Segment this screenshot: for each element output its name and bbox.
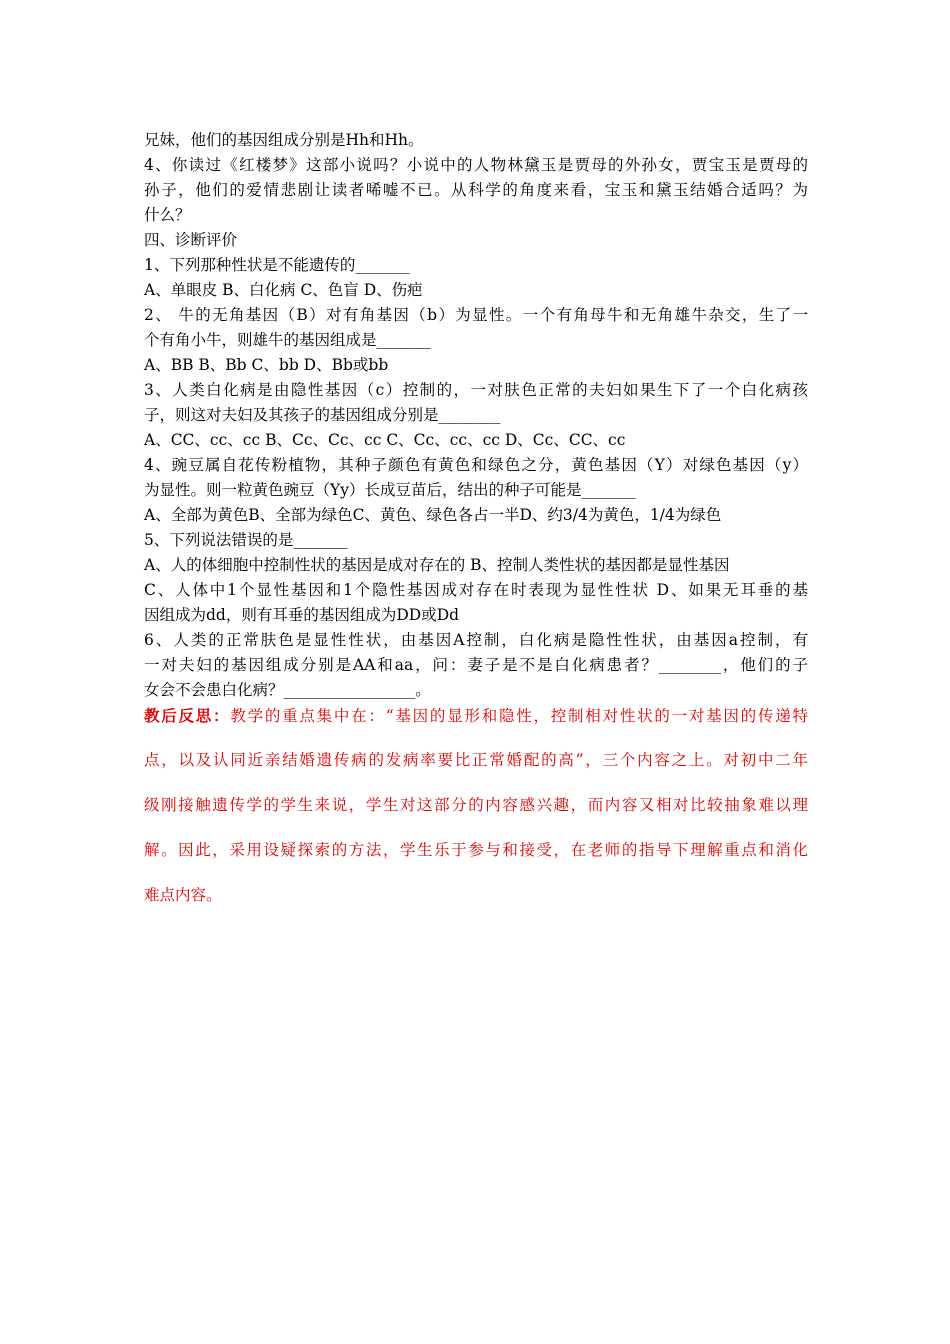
reflection-line: 点，以及认同近亲结婚遗传病的发病率要比正常婚配的高”，三个内容之上。对初中二年 <box>144 751 808 769</box>
quiz-5-options-line-1: A、人的体细胞中控制性状的基因是成对存在的 B、控制人类性状的基因都是显性基因 <box>144 556 730 574</box>
reflection-line: 难点内容。 <box>144 886 222 904</box>
quiz-1-options: A、单眼皮 B、白化病 C、色盲 D、伤疤 <box>144 281 423 299</box>
quiz-6-question-line-2: 一对夫妇的基因组成分别是AA和aa，问：妻子是不是白化病患者？________，他们的子 <box>144 656 808 674</box>
quiz-2-options: A、BB B、Bb C、bb D、Bb或bb <box>144 356 389 374</box>
reflection-line: 解。因此，采用设疑探索的方法，学生乐于参与和接受，在老师的指导下理解重点和消化 <box>144 841 808 859</box>
quiz-5-options-line-3: 因组成为dd，则有耳垂的基因组成为DD或Dd <box>144 606 460 624</box>
reflection-text: 教学的重点集中在：“基因的显形和隐性，控制相对性状的一对基因的传递特 <box>230 707 808 725</box>
document-page <box>144 128 808 908</box>
section-heading: 四、诊断评价 <box>144 231 238 249</box>
question-4-line-1: 4、你读过《红楼梦》这部小说吗？小说中的人物林黛玉是贾母的外孙女，贾宝玉是贾母的 <box>144 156 808 174</box>
quiz-4-options: A、全部为黄色B、全部为绿色C、黄色、绿色各占一半D、约3/4为黄色，1/4为绿色 <box>144 506 722 524</box>
text-line: 兄妹，他们的基因组成分别是Hh和Hh。 <box>144 131 424 149</box>
reflection-label: 教后反思： <box>144 706 231 725</box>
quiz-3-question-line-1: 3、人类白化病是由隐性基因（c）控制的，一对肤色正常的夫妇如果生下了一个白化病孩 <box>144 381 808 399</box>
quiz-3-question-line-2: 子，则这对夫妇及其孩子的基因组成分别是________ <box>144 406 501 424</box>
quiz-6-question-line-1: 6、人类的正常肤色是显性性状，由基因A控制，白化病是隐性性状，由基因a控制，有 <box>144 631 808 649</box>
quiz-3-options: A、CC、cc、cc B、Cc、Cc、cc C、Cc、cc、cc D、Cc、CC、cc <box>144 431 626 449</box>
reflection-first-line <box>144 703 808 728</box>
quiz-5-question: 5、下列说法错误的是_______ <box>144 531 348 549</box>
quiz-2-question-line-1: 2、 牛的无角基因（B）对有角基因（b）为显性。一个有角母牛和无角雄牛杂交，生了一 <box>144 306 808 324</box>
question-4-line-3: 什么？ <box>144 206 191 224</box>
quiz-5-options-line-2: C、人体中1个显性基因和1个隐性基因成对存在时表现为显性性状 D、如果无耳垂的基 <box>144 581 808 599</box>
quiz-4-question-line-1: 4、豌豆属自花传粉植物，其种子颜色有黄色和绿色之分，黄色基因（Y）对绿色基因（y） <box>144 456 808 474</box>
quiz-1-question: 1、下列那种性状是不能遗传的_______ <box>144 256 410 274</box>
quiz-4-question-line-2: 为显性。则一粒黄色豌豆（Yy）长成豆苗后，结出的种子可能是_______ <box>144 481 636 499</box>
reflection-line: 级刚接触遗传学的学生来说，学生对这部分的内容感兴趣，而内容又相对比较抽象难以理 <box>144 796 808 814</box>
quiz-2-question-line-2: 个有角小牛，则雄牛的基因组成是_______ <box>144 331 431 349</box>
question-4-line-2: 孙子，他们的爱情悲剧让读者唏嘘不已。从科学的角度来看，宝玉和黛玉结婚合适吗？为 <box>144 181 808 199</box>
quiz-6-question-line-3: 女会不会患白化病？_________________。 <box>144 681 431 699</box>
